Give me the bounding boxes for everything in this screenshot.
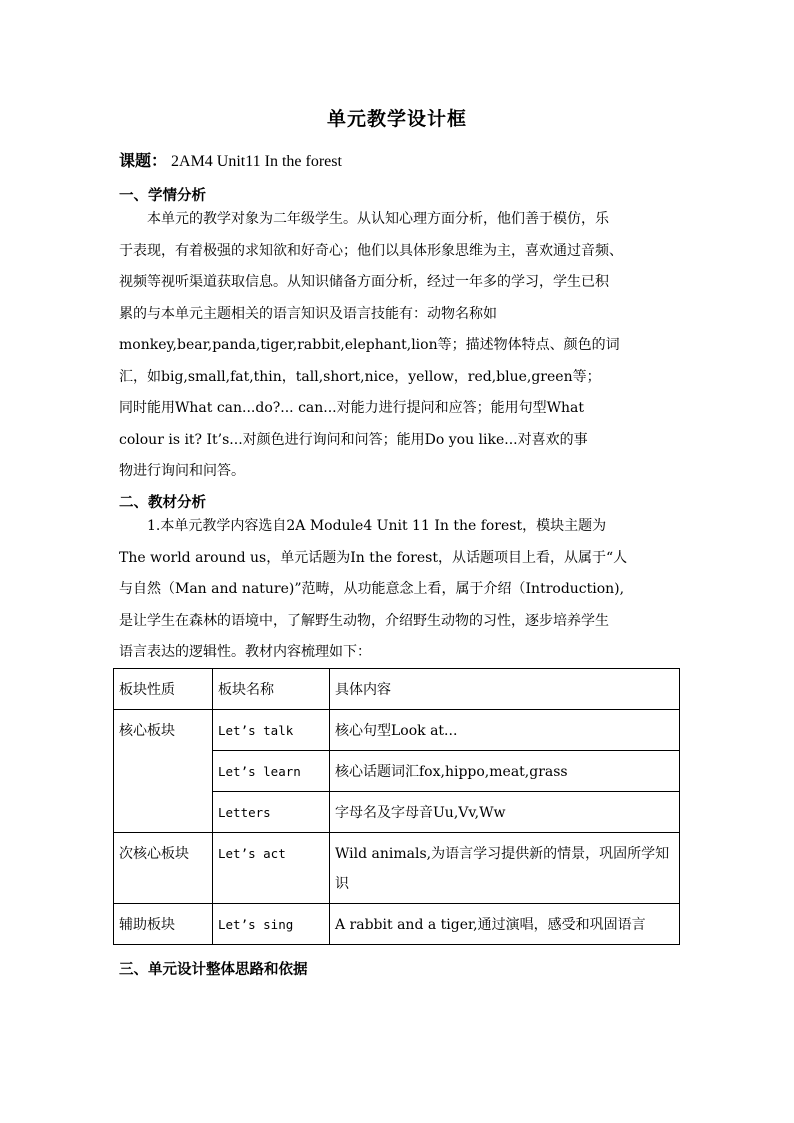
section-heading-student-analysis: 一、学情分析 xyxy=(119,187,206,204)
paragraph-line: 视频等视听渠道获取信息。从知识储备方面分析，经过一年多的学习，学生已积 xyxy=(119,274,609,290)
table-cell-type: 核心板块 xyxy=(114,710,213,833)
student-analysis-paragraph xyxy=(119,204,679,488)
table-cell-name: Let’s learn xyxy=(213,751,330,792)
table-cell-content: 字母名及字母音Uu,Vv,Ww xyxy=(330,792,680,833)
paragraph-line: 本单元的教学对象为二年级学生。从认知心理方面分析，他们善于模仿，乐 xyxy=(147,211,609,227)
paragraph-line: 与自然（Man and nature)”范畴，从功能意念上看，属于介绍（Introduction), xyxy=(119,581,625,597)
paragraph-line: 语言表达的逻辑性。教材内容梳理如下： xyxy=(119,644,371,660)
table-cell-name: Letters xyxy=(213,792,330,833)
table-cell-content: Wild animals,为语言学习提供新的情景，巩固所学知识 xyxy=(330,833,680,904)
table-header-cell: 具体内容 xyxy=(330,669,680,710)
paragraph-line: 是让学生在森林的语境中，了解野生动物，介绍野生动物的习性，逐步培养学生 xyxy=(119,612,609,629)
paragraph-line: monkey,bear,panda,tiger,rabbit,elephant,lion等；描述物体特点、颜色的词 xyxy=(119,337,620,353)
table-row xyxy=(114,710,680,751)
table-row xyxy=(114,833,680,904)
paragraph-line: colour is it? It’s...对颜色进行询问和问答；能用Do you like...对喜欢的事 xyxy=(119,431,588,448)
page-title: 单元教学设计框 xyxy=(326,108,467,130)
table-row xyxy=(114,904,680,945)
table-cell-content: 核心话题词汇fox,hippo,meat,grass xyxy=(330,751,680,792)
paragraph-line: The world around us，单元话题为In the forest，从话题项目上看，从属于“人 xyxy=(119,549,628,566)
table-cell-name: Let’s talk xyxy=(213,710,330,751)
material-analysis-paragraph xyxy=(119,511,679,669)
topic-value: 2AM4 Unit11 In the forest xyxy=(171,153,342,170)
table-cell-type: 辅助板块 xyxy=(114,904,213,945)
paragraph-line: 1.本单元教学内容选自2A Module4 Unit 11 In the forest，模块主题为 xyxy=(147,518,607,534)
material-table xyxy=(113,668,680,945)
table-cell-type: 次核心板块 xyxy=(114,833,213,904)
table-cell-name: Let’s act xyxy=(213,833,330,904)
paragraph-line: 物进行询问和问答。 xyxy=(119,463,245,479)
table-header-cell: 板块名称 xyxy=(213,669,330,710)
topic-label: 课题： xyxy=(119,151,168,170)
section-heading-material-analysis: 二、教材分析 xyxy=(119,494,206,511)
table-cell-name: Let’s sing xyxy=(213,904,330,945)
table-header-row xyxy=(114,669,680,710)
table-cell-content: A rabbit and a tiger,通过演唱，感受和巩固语言 xyxy=(330,904,680,945)
table-header-cell: 板块性质 xyxy=(114,669,213,710)
table-cell-content: 核心句型Look at... xyxy=(330,710,680,751)
paragraph-line: 同时能用What can...do?... can...对能力进行提问和应答；能用句型What xyxy=(119,400,585,416)
paragraph-line: 累的与本单元主题相关的语言知识及语言技能有：动物名称如 xyxy=(119,305,497,322)
lesson-topic xyxy=(119,148,342,171)
paragraph-line: 于表现，有着极强的求知欲和好奇心；他们以具体形象思维为主，喜欢通过音频、 xyxy=(119,242,623,259)
section-heading-design-rationale: 三、单元设计整体思路和依据 xyxy=(119,961,308,978)
paragraph-line: 汇，如big,small,fat,thin，tall,short,nice，yellow，red,blue,green等； xyxy=(119,368,601,385)
